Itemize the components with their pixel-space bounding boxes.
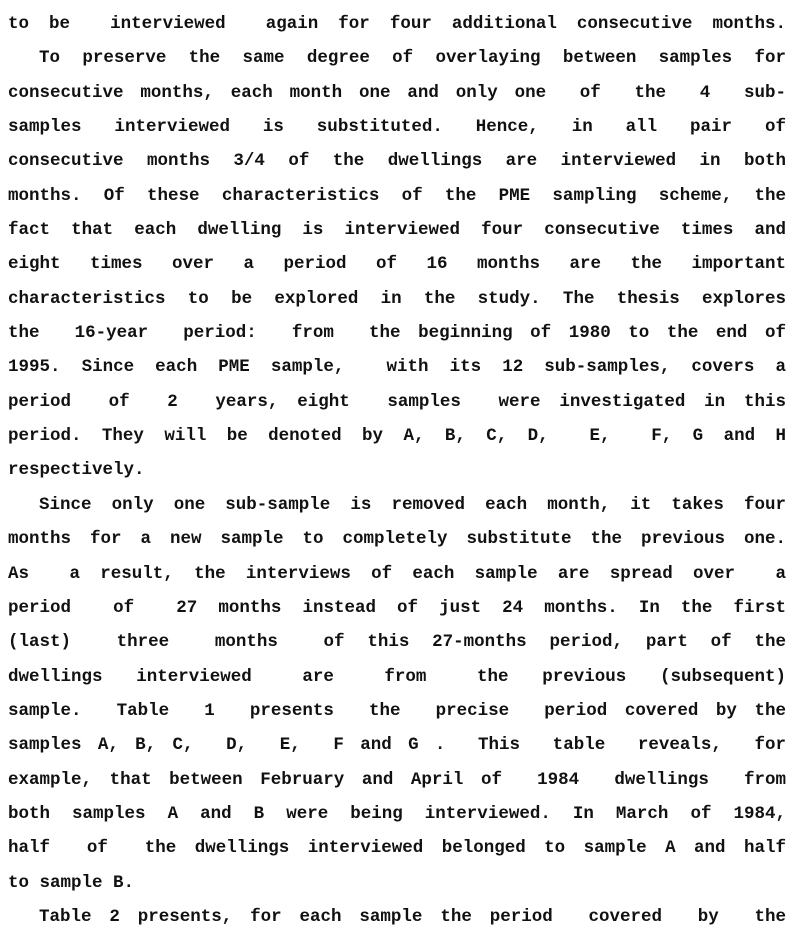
text-line: As a result, the interviews of each sample are spread over a [8, 563, 786, 584]
text-line: characteristics to be explored in the study. The thesis explores [8, 288, 786, 309]
text-line: sample. Table 1 presents the precise period covered by the [8, 700, 786, 721]
text-line: fact that each dwelling is interviewed four consecutive times and [8, 220, 786, 241]
text-line: dwellings interviewed are from the previous (subsequent) [8, 666, 786, 687]
text-line: to sample B. [8, 872, 135, 893]
text-line: Since only one sub-sample is removed each month, it takes four [39, 494, 786, 515]
text-line: the 16-year period: from the beginning of 1980 to the end of [8, 323, 786, 344]
text-line: months. Of these characteristics of the PME sampling scheme, the [8, 185, 786, 206]
text-line: period of 2 years, eight samples were investigated in this [8, 391, 786, 412]
text-line: example, that between February and April of 1984 dwellings from [8, 769, 786, 790]
text-line: To preserve the same degree of overlaying between samples for [39, 48, 786, 69]
text-line: (last) three months of this 27-months period, part of the [8, 632, 786, 653]
text-line: samples interviewed is substituted. Hence, in all pair of [8, 117, 786, 138]
text-line: period. They will be denoted by A, B, C, D, E, F, G and H [8, 426, 786, 447]
text-line: to be interviewed again for four additional consecutive months. [8, 14, 786, 34]
text-line: respectively. [8, 460, 145, 481]
text-line: 1995. Since each PME sample, with its 12 sub-samples, covers a [8, 357, 786, 378]
text-line: samples A, B, C, D, E, F and G . This table reveals, for [8, 735, 786, 756]
text-line: consecutive months 3/4 of the dwellings are interviewed in both [8, 151, 786, 172]
text-line: period of 27 months instead of just 24 months. In the first [8, 597, 786, 618]
document-page [8, 7, 786, 934]
text-line: Table 2 presents, for each sample the period covered by the [39, 906, 786, 927]
text-line: half of the dwellings interviewed belonged to sample A and half [8, 838, 786, 859]
text-line: eight times over a period of 16 months are the important [8, 254, 786, 275]
text-line: both samples A and B were being interviewed. In March of 1984, [8, 803, 786, 824]
text-line: consecutive months, each month one and only one of the 4 sub- [8, 82, 786, 103]
text-line: months for a new sample to completely substitute the previous one. [8, 529, 786, 550]
